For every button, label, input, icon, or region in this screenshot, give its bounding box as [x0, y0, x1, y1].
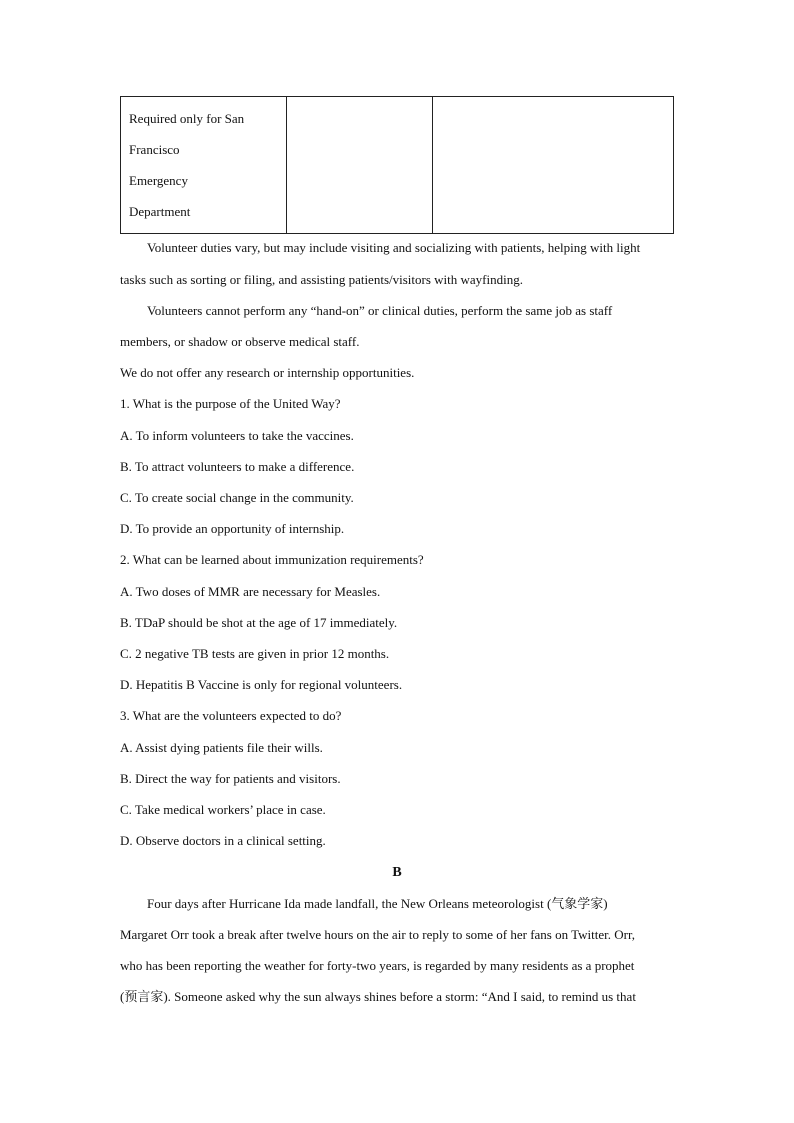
- answer-option: B. TDaP should be shot at the age of 17 immediately.: [120, 615, 398, 630]
- question-stem: 3. What are the volunteers expected to do?: [120, 708, 342, 723]
- answer-option: B. Direct the way for patients and visitors.: [120, 771, 341, 786]
- question-stem: 2. What can be learned about immunization requirements?: [120, 552, 424, 567]
- answer-option: C. 2 negative TB tests are given in prior 12 months.: [120, 646, 390, 661]
- table-cell-empty: [287, 97, 433, 234]
- cell-line: Required only for San: [129, 111, 245, 126]
- answer-option: A. Assist dying patients file their wills.: [120, 740, 323, 755]
- cell-line: Department: [129, 204, 191, 219]
- table-row: [121, 97, 674, 234]
- answer-option: C. Take medical workers’ place in case.: [120, 802, 326, 817]
- answer-option: D. Observe doctors in a clinical setting.: [120, 833, 326, 848]
- answer-option: B. To attract volunteers to make a difference.: [120, 459, 355, 474]
- paragraph-line: tasks such as sorting or filing, and assisting patients/visitors with wayfinding.: [120, 272, 523, 287]
- answer-option: A. To inform volunteers to take the vaccines.: [120, 428, 354, 443]
- requirements-table: [120, 96, 674, 234]
- table-cell-empty: [433, 97, 674, 234]
- answer-option: D. Hepatitis B Vaccine is only for regional volunteers.: [120, 677, 403, 692]
- paragraph-line: Volunteer duties vary, but may include visiting and socializing with patients, helping with light: [147, 240, 641, 255]
- paragraph-line: Volunteers cannot perform any “hand-on” or clinical duties, perform the same job as staff: [147, 303, 613, 318]
- cell-line: Francisco: [129, 142, 180, 157]
- passage-line: Margaret Orr took a break after twelve hours on the air to reply to some of her fans on Twitter. Orr,: [120, 927, 636, 942]
- question-stem: 1. What is the purpose of the United Way?: [120, 396, 341, 411]
- table-cell-requirement: [121, 97, 287, 234]
- passage-line: who has been reporting the weather for forty-two years, is regarded by many residents as a prophet: [120, 958, 635, 973]
- answer-option: A. Two doses of MMR are necessary for Measles.: [120, 584, 381, 599]
- paragraph-line: members, or shadow or observe medical staff.: [120, 334, 360, 349]
- passage-line: Four days after Hurricane Ida made landfall, the New Orleans meteorologist (气象学家): [147, 896, 608, 911]
- answer-option: C. To create social change in the community.: [120, 490, 354, 505]
- paragraph-line: We do not offer any research or internship opportunities.: [120, 365, 415, 380]
- passage-line: (预言家). Someone asked why the sun always shines before a storm: “And I said, to remind us that: [120, 989, 636, 1004]
- section-heading: B: [392, 865, 402, 880]
- cell-line: Emergency: [129, 173, 188, 188]
- answer-option: D. To provide an opportunity of internship.: [120, 521, 345, 536]
